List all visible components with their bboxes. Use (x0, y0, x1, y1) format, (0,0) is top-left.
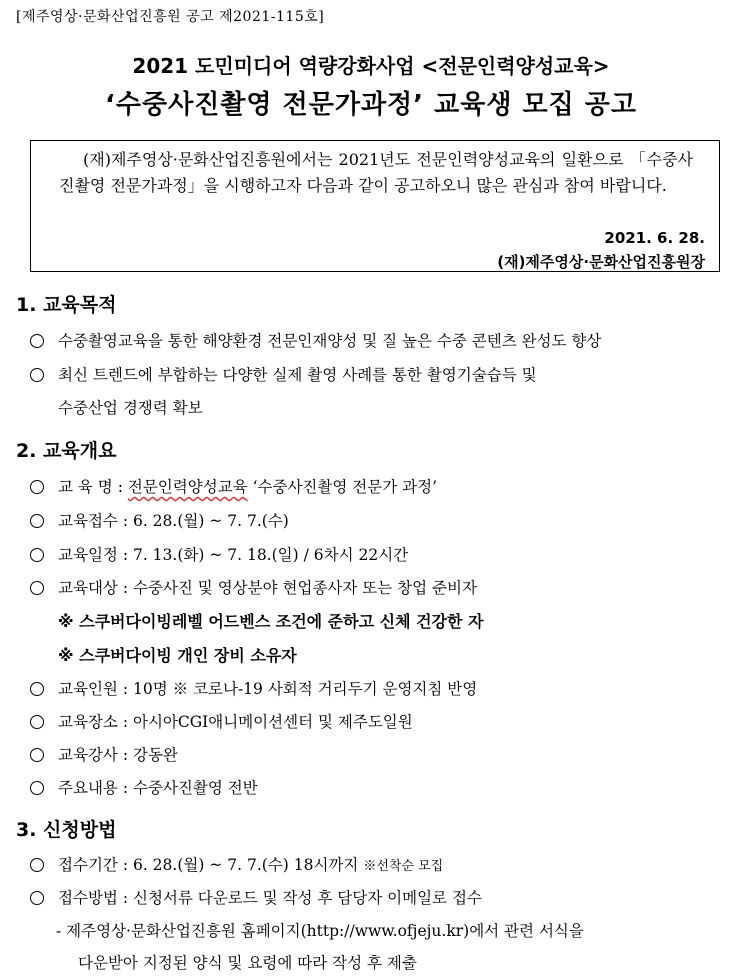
circle-bullet-icon (30, 514, 44, 528)
announcement-title: ‘수중사진촬영 전문가과정’ 교육생 모집 공고 (104, 90, 638, 120)
circle-bullet-icon (30, 368, 44, 382)
circle-bullet-icon (30, 781, 44, 795)
list-item: 접수방법 : 신청서류 다운로드 및 작성 후 담당자 이메일로 접수 (30, 886, 482, 908)
circle-bullet-icon (30, 480, 44, 494)
list-item: 수중촬영교육을 통한 해양환경 전문인재양성 및 질 높은 수중 콘텐츠 완성도 향상 (30, 329, 601, 351)
list-item-continuation: 수중산업 경쟁력 확보 (58, 399, 203, 417)
circle-bullet-icon (30, 891, 44, 905)
circle-bullet-icon (30, 858, 44, 872)
circle-bullet-icon (30, 548, 44, 562)
list-item: 교육장소 : 아시아CGI애니메이션센터 및 제주도일원 (30, 710, 413, 732)
list-item: 주요내용 : 수중사진촬영 전반 (30, 776, 258, 798)
project-title: 2021 도민미디어 역량강화사업 <전문인력양성교육> (132, 54, 610, 78)
list-item: 교 육 명 : 전문인력양성교육 ‘수중사진촬영 전문가 과정’ (30, 475, 437, 497)
circle-bullet-icon (30, 748, 44, 762)
list-item: 교육접수 : 6. 28.(월) ~ 7. 7.(수) (30, 509, 289, 531)
issuer-signature: (재)제주영상·문화산업진흥원장 (497, 253, 705, 271)
list-item: 교육인원 : 10명 ※ 코로나-19 사회적 거리두기 운영지침 반영 (30, 677, 477, 699)
list-item: 최신 트렌드에 부합하는 다양한 실제 촬영 사례를 통한 촬영기술습득 및 (30, 363, 537, 385)
list-item: 교육강사 : 강동완 (30, 743, 178, 765)
circle-bullet-icon (30, 715, 44, 729)
circle-bullet-icon (30, 334, 44, 348)
announcement-number: [제주영상·문화산업진흥원 공고 제2021-115호] (16, 9, 325, 25)
circle-bullet-icon (30, 682, 44, 696)
section-1-heading: 1. 교육목적 (16, 294, 117, 316)
sub-item-continuation: 다운받아 지정된 양식 및 요령에 따라 작성 후 제출 (78, 954, 417, 972)
sub-item: - 제주영상·문화산업진흥원 홈페이지(http://www.ofjeju.kr)에서 관련 서식을 (56, 922, 584, 940)
list-item: 교육대상 : 수중사진 및 영상분야 현업종사자 또는 창업 준비자 (30, 576, 477, 598)
intro-box (30, 140, 720, 272)
circle-bullet-icon (30, 581, 44, 595)
requirement-note: ※ 스쿠버다이빙 개인 장비 소유자 (58, 646, 297, 665)
intro-text: (재)제주영상·문화산업진흥원에서는 2021년도 전문인력양성교육의 일환으로 「수중사진촬영 전문가과정」을 시행하고자 다음과 같이 공고하오니 많은 관심과 참여 바랍니다. (59, 150, 693, 195)
section-2-heading: 2. 교육개요 (16, 440, 117, 462)
requirement-note: ※ 스쿠버다이빙레벨 어드벤스 조건에 준하고 신체 건강한 자 (58, 612, 484, 631)
list-item: 접수기간 : 6. 28.(월) ~ 7. 7.(수) 18시까지 ※선착순 모집 (30, 853, 443, 875)
list-item: 교육일정 : 7. 13.(화) ~ 7. 18.(일) / 6차시 22시간 (30, 543, 408, 565)
announcement-date: 2021. 6. 28. (604, 229, 705, 247)
section-3-heading: 3. 신청방법 (16, 819, 117, 841)
